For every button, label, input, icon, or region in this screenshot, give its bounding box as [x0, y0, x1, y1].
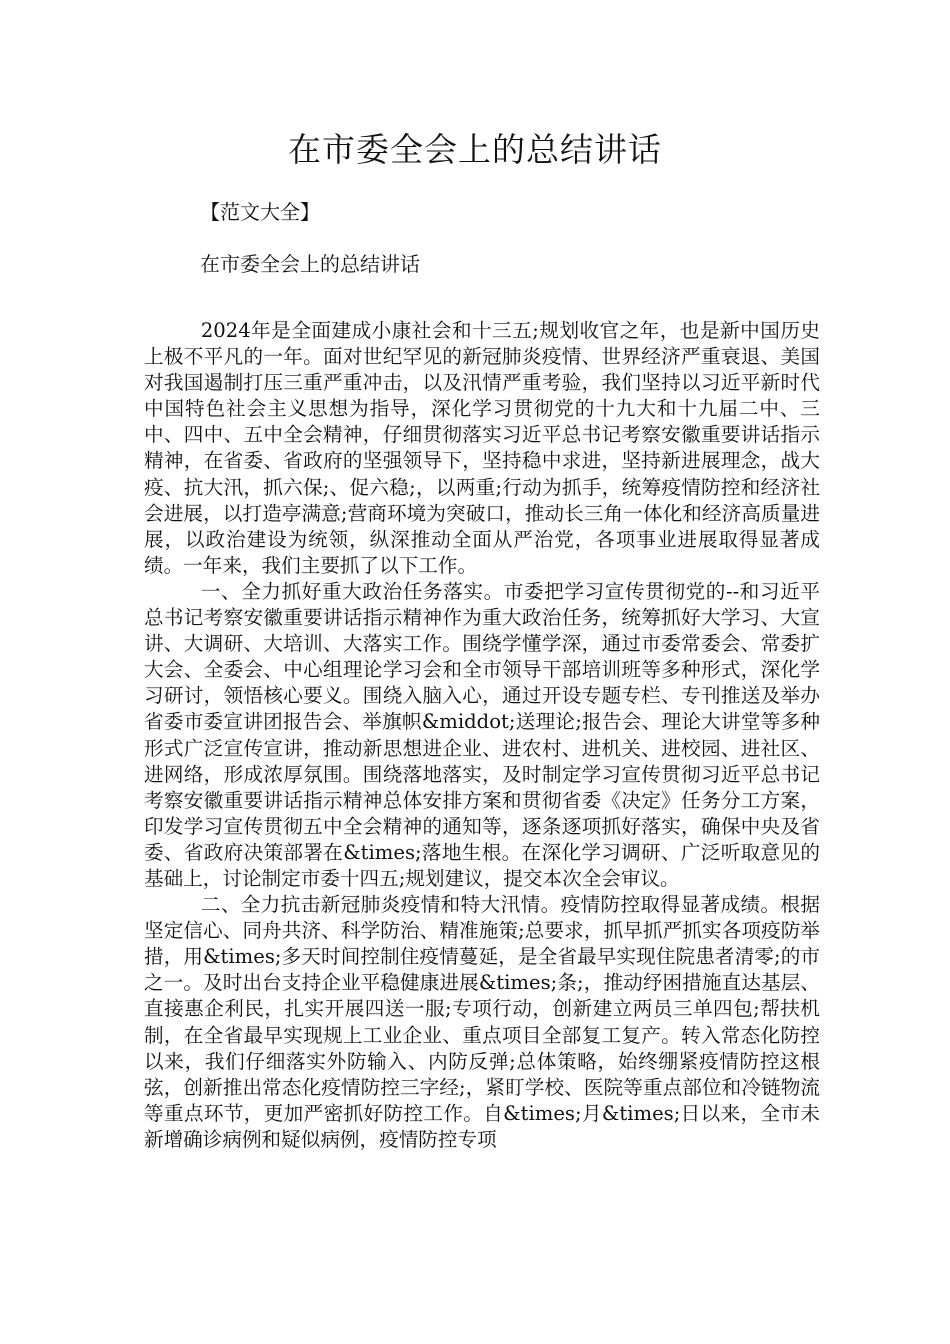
document-title: 在市委全会上的总结讲话 — [288, 130, 662, 169]
paragraph-intro: 2024年是全面建成小康社会和十三五;规划收官之年，也是新中国历史上极不平凡的一年。面对世纪罕见的新冠肺炎疫情、世界经济严重衰退、美国对我国遏制打压三重严重冲击，以及汛情严重考验，我们坚持以习近平新时代中国特色社会主义思想为指导，深化学习贯彻党的十九大和十九届二中、三中、四中、五中全会精神，仔细贯彻落实习近平总书记考察安徽重要讲话指示精神，在省委、省政府的坚强领导下，坚持稳中求进，坚持新进展理念，战大疫、抗大汛，抓六保;、促六稳;，以两重;行动为抓手，统筹疫情防控和经济社会进展，以打造亭满意;营商环境为突破口，推动长三角一体化和经济高质量进展，以政治建设为统领，纵深推动全面从严治党，各项事业进展取得显著成绩。一年来，我们主要抓了以下工作。 — [144, 319, 820, 577]
category-label: 【范文大全】 — [200, 200, 320, 224]
paragraph-section-1: 一、全力抓好重大政治任务落实。市委把学习宣传贯彻党的--和习近平总书记考察安徽重要讲话指示精神作为重大政治任务，统筹抓好大学习、大宣讲、大调研、大培训、大落实工作。围绕学懂学深，通过市委常委会、常委扩大会、全委会、中心组理论学习会和全市领导干部培训班等多种形式，深化学习研讨，领悟核心要义。围绕入脑入心，通过开设专题专栏、专刊推送及举办省委市委宣讲团报告会、举旗帜&middot;送理论;报告会、理论大讲堂等多种形式广泛宣传宣讲，推动新思想进企业、进农村、进机关、进校园、进社区、进网络，形成浓厚氛围。围绕落地落实，及时制定学习宣传贯彻习近平总书记考察安徽重要讲话指示精神总体安排方案和贯彻省委《决定》任务分工方案，印发学习宣传贯彻五中全会精神的通知等，逐条逐项抓好落实，确保中央及省委、省政府决策部署在&times;落地生根。在深化学习调研、广泛听取意见的基础上，讨论制定市委十四五;规划建议，提交本次全会审议。 — [144, 579, 820, 890]
document-body — [144, 318, 820, 1153]
paragraph-section-2: 二、全力抗击新冠肺炎疫情和特大汛情。疫情防控取得显著成绩。根据坚定信心、同舟共济、科学防治、精准施策;总要求，抓早抓严抓实各项疫防举措，用&times;多天时间控制住疫情蔓延，是全省最早实现住院患者清零;的市之一。及时出台支持企业平稳健康进展&times;条;，推动纾困措施直达基层、直接惠企利民，扎实开展四送一服;专项行动，创新建立两员三单四包;帮扶机制，在全省最早实现规上工业企业、重点项目全部复工复产。转入常态化防控以来，我们仔细落实外防输入、内防反弹;总体策略，始终绷紧疫情防控这根弦，创新推出常态化疫情防控三字经;，紧盯学校、医院等重点部位和冷链物流等重点环节，更加严密抓好防控工作。自&times;月&times;日以来，全市未新增确诊病例和疑似病例，疫情防控专项 — [144, 893, 820, 1151]
document-subtitle: 在市委全会上的总结讲话 — [200, 252, 420, 276]
